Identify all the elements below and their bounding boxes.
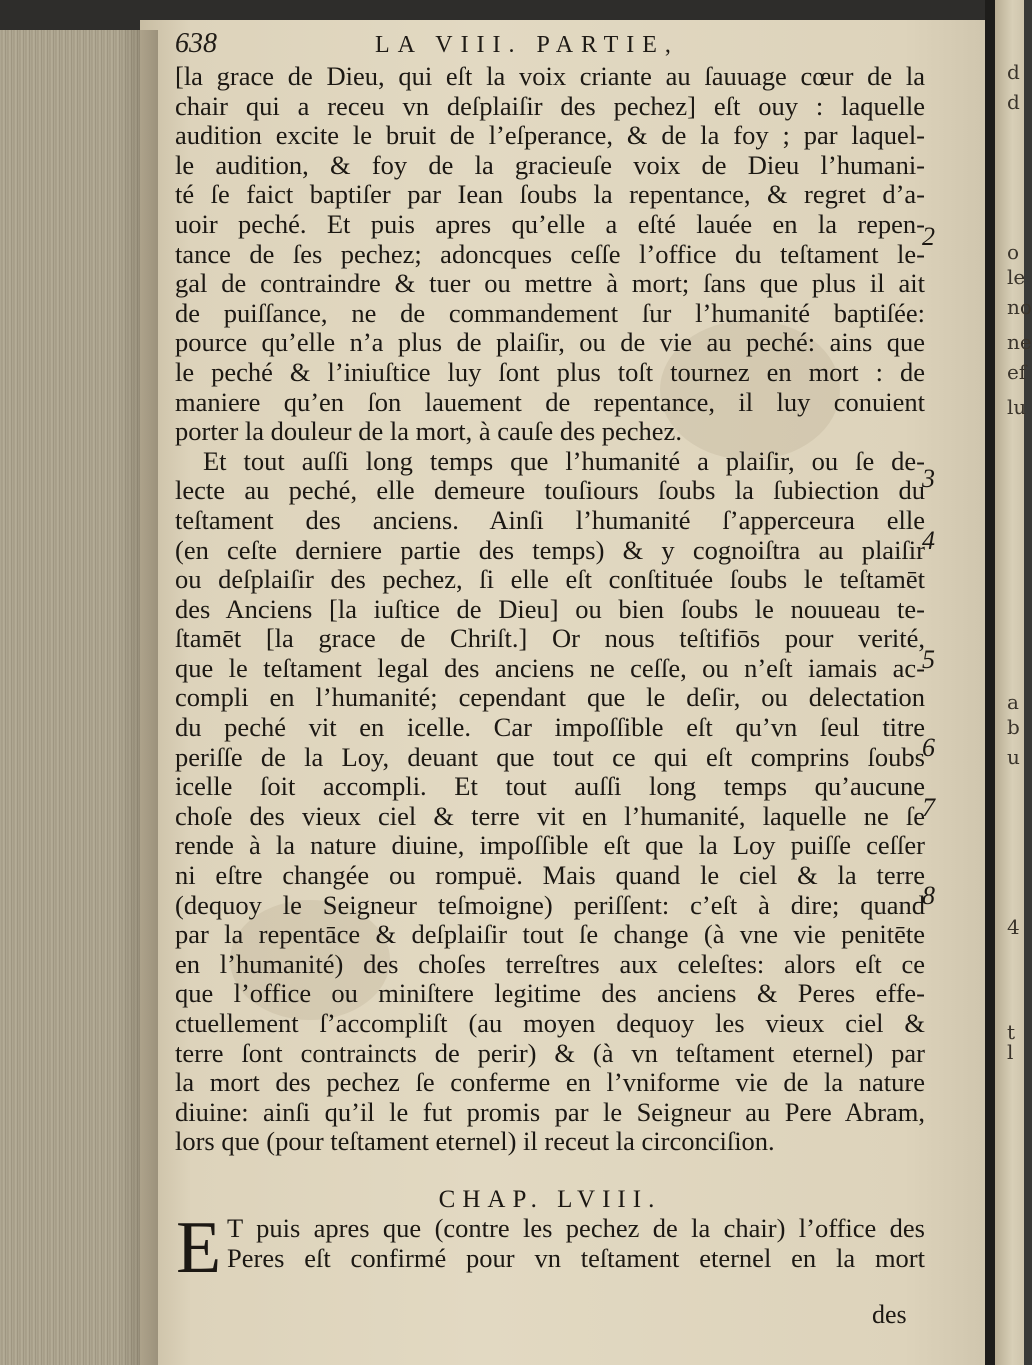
text-line: le peché & l’iniuſtice luy ſont plus toſt tournez en mort : de bbox=[175, 356, 925, 387]
chapter-text bbox=[175, 1214, 925, 1273]
text-line: icelle ſoit accompli. Et tout auſſi long temps qu’aucune bbox=[175, 771, 925, 802]
text-line: (en ceſte derniere partie des temps) & y cognoiſtra au plaiſir bbox=[175, 534, 925, 565]
text-line: des Anciens [la iuſtice de Dieu] ou bien ſoubs le nouueau te- bbox=[175, 593, 925, 624]
text-line: ni eſtre changée ou rompuë. Mais quand le ciel & la terre bbox=[175, 860, 925, 891]
text-line: chair qui a receu vn deſplaiſir des pechez] eſt ouy : laquelle bbox=[175, 90, 925, 121]
text-line: choſe des vieux ciel & terre vit en l’humanité, laquelle ne ſe bbox=[175, 800, 925, 831]
text-line: lors que (pour teſtament eternel) il receut la circonciſion. bbox=[175, 1126, 775, 1157]
text-line: T puis apres que (contre les pechez de la chair) l’office des bbox=[227, 1213, 925, 1243]
text-line: compli en l’humanité; cependant que le deſir, ou delectation bbox=[175, 682, 925, 713]
text-line: [la grace de Dieu, qui eſt la voix criante au ſauuage cœur de la bbox=[175, 61, 925, 91]
text-line: par la repentāce & deſplaiſir tout ſe change (à vne vie penitēte bbox=[175, 919, 925, 950]
text-line: uoir peché. Et puis apres qu’elle a eſté lauée en la repen- bbox=[175, 208, 925, 239]
text-line: ſtamēt [la grace de Chriſt.] Or nous teſtifiōs pour verité, bbox=[175, 623, 925, 654]
running-title: LA VIII. PARTIE, bbox=[375, 32, 679, 58]
margin-verse-number: 3 bbox=[922, 464, 935, 493]
margin-verse-number: 8 bbox=[922, 881, 935, 910]
text-line: ctuellement ſ’accompliſt (au moyen dequoy les vieux ciel & bbox=[175, 1008, 925, 1038]
facing-fragment: t bbox=[1007, 1020, 1016, 1044]
text-line: diuine: ainſi qu’il le fut promis par le Seigneur au Pere Abram, bbox=[175, 1096, 925, 1127]
text-line: ou deſplaiſir des pechez, ſi elle eſt conſtituée ſoubs le teſtamēt bbox=[175, 564, 925, 595]
facing-fragment: ne bbox=[1007, 330, 1032, 354]
book-gutter bbox=[985, 0, 995, 1365]
text-line: rende à la nature diuine, impoſſible eſt que la Loy puiſſe ceſſer bbox=[175, 830, 925, 861]
text-line: terre ſont contraincts de perir) & (à vn teſtament eternel) par bbox=[175, 1037, 925, 1068]
facing-page bbox=[995, 0, 1032, 1365]
text-line: la mort des pechez ſe conferme en l’vniforme vie de la nature bbox=[175, 1067, 925, 1098]
drop-cap-initial: E bbox=[176, 1207, 222, 1289]
facing-fragment: o bbox=[1007, 240, 1020, 264]
catchword: des bbox=[872, 1300, 907, 1329]
facing-fragment: d bbox=[1007, 90, 1020, 114]
text-line: té ſe faict baptiſer par Iean ſoubs la repentance, & regret d’a- bbox=[175, 179, 925, 210]
text-line: pource qu’elle n’a plus de plaiſir, ou de vie au peché: ains que bbox=[175, 327, 925, 358]
text-line: du peché vit en icelle. Car impoſſible eſt qu’vn ſeul titre bbox=[175, 712, 925, 743]
text-line: periſſe de la Loy, deuant que tout ce qui eſt comprins ſoubs bbox=[175, 741, 925, 772]
facing-fragment: b bbox=[1007, 715, 1020, 739]
facing-fragment: no bbox=[1007, 295, 1032, 319]
text-line: Et tout auſſi long temps que l’humanité a plaiſir, ou ſe de- bbox=[203, 445, 925, 476]
facing-fragment: lu bbox=[1007, 395, 1027, 419]
margin-verse-number: 2 bbox=[922, 222, 935, 251]
margin-verse-number: 7 bbox=[922, 793, 935, 822]
spine-shadow bbox=[118, 30, 158, 1365]
facing-fragment: d bbox=[1007, 60, 1020, 84]
chapter-heading: CHAP. LVIII. bbox=[438, 1186, 662, 1213]
text-line: porter la douleur de la mort, à cauſe des pechez. bbox=[175, 416, 682, 447]
body-text bbox=[175, 62, 925, 1157]
text-line: (dequoy le Seigneur teſmoigne) periſſent: c’eſt à dire; quand bbox=[175, 889, 925, 920]
text-line: que le teſtament legal des anciens ne ceſſe, ou n’eſt iamais ac- bbox=[175, 652, 925, 683]
text-line: maniere qu’en ſon lauement de repentance, il luy conuient bbox=[175, 386, 925, 417]
facing-fragment: a bbox=[1007, 690, 1019, 714]
facing-fragment: le bbox=[1007, 265, 1026, 289]
facing-fragment: l bbox=[1007, 1040, 1014, 1064]
text-line: que l’office ou miniſtere legitime des anciens & Peres effe- bbox=[175, 978, 925, 1009]
facing-fragment: 4 bbox=[1007, 915, 1020, 939]
text-line: en l’humanité) des choſes terreſtres aux celeſtes: alors eſt ce bbox=[175, 948, 925, 979]
margin-verse-number: 5 bbox=[922, 645, 935, 674]
margin-verse-number: 4 bbox=[922, 526, 935, 555]
text-line: gal de contraindre & tuer ou mettre à mort; ſans que plus il ait bbox=[175, 268, 925, 299]
text-line: audition excite le bruit de l’eſperance, & de la foy ; par laquel- bbox=[175, 120, 925, 151]
facing-fragment: u bbox=[1007, 745, 1020, 769]
text-line: le audition, & foy de la gracieuſe voix de Dieu l’humani- bbox=[175, 149, 925, 180]
text-line: teſtament des anciens. Ainſi l’humanité ſ’apperceura elle bbox=[175, 504, 925, 535]
text-line: de puiſſance, ne de commandement ſur l’humanité baptiſée: bbox=[175, 297, 925, 328]
text-line: tance de ſes pechez; adoncques ceſſe l’office du teſtament le- bbox=[175, 238, 925, 269]
facing-fragment: ef bbox=[1007, 360, 1027, 384]
page-number: 638 bbox=[175, 28, 217, 59]
running-head bbox=[175, 28, 715, 62]
text-line: lecte au peché, elle demeure touſiours ſoubs la ſubiection du bbox=[175, 475, 925, 506]
text-line: Peres eſt confirmé pour vn teſtament eternel en la mort bbox=[227, 1242, 925, 1273]
margin-verse-number: 6 bbox=[922, 733, 935, 762]
